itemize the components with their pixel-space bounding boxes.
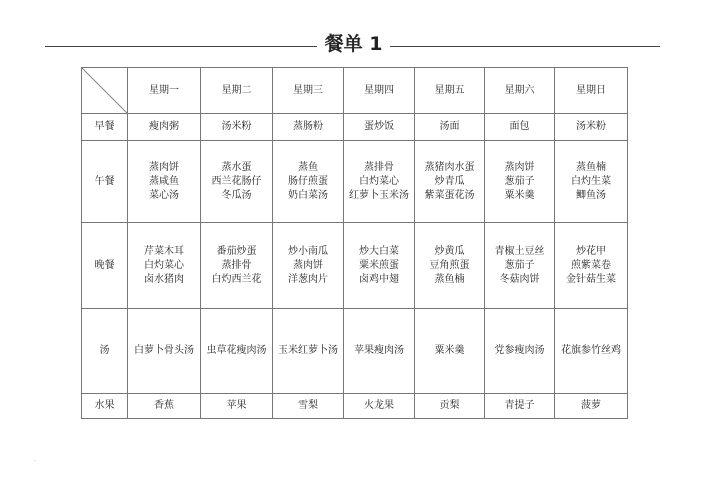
meal-row (82, 223, 628, 309)
meal-cell (201, 223, 273, 309)
dish-item: 红萝卜玉米汤 (349, 189, 409, 201)
dish-item: 蒸鱼楠 (434, 273, 465, 285)
day-header: 星期六 (485, 68, 555, 114)
dish-item: 蒸肉饼 (504, 161, 535, 173)
meal-cell (485, 141, 555, 223)
meal-cell (344, 394, 415, 419)
meal-cell (344, 141, 415, 223)
meal-cell (344, 223, 415, 309)
meal-cell (273, 223, 344, 309)
meal-cell (273, 141, 344, 223)
meal-cell (485, 223, 555, 309)
meal-cell (128, 141, 201, 223)
dish-item: 蒸猪肉水蛋 (424, 161, 475, 173)
meal-cell (485, 394, 555, 419)
meal-cell (555, 141, 628, 223)
meal-cell (415, 223, 485, 309)
dish-item: 葱茄子 (504, 175, 535, 187)
dish-item: 蒸鱼楠 (576, 161, 606, 173)
dish-item: 白灼菜心 (144, 259, 184, 271)
dish-item: 豆角煎蛋 (429, 259, 470, 271)
meal-cell (555, 223, 628, 309)
footnote: . (34, 456, 36, 463)
page-title (0, 32, 707, 56)
meal-cell (201, 309, 273, 394)
meal-cell (344, 114, 415, 141)
dish-item: 冬菇肉饼 (499, 273, 540, 285)
dish-item: 白灼菜心 (359, 175, 399, 187)
dish-item: 卤鸡中翅 (359, 273, 399, 285)
dish-item: 蒸肉饼 (149, 161, 179, 173)
dish-item: 番茄炒蛋 (216, 245, 257, 257)
dish-item: 汤米粉 (576, 121, 606, 132)
dish-item: 鲫鱼汤 (576, 189, 606, 201)
meal-cell (415, 309, 485, 394)
meal-row (82, 309, 628, 394)
dish-item: 面包 (509, 121, 530, 132)
dish-item: 蒸排骨 (364, 161, 394, 173)
meal-label: 午餐 (82, 141, 128, 223)
dish-item: 芹菜木耳 (144, 245, 184, 257)
meal-cell (201, 114, 273, 141)
dish-item: 粟米羹 (504, 189, 535, 201)
dish-item: 蒸水蛋 (221, 161, 252, 173)
day-header: 星期一 (128, 68, 201, 114)
dish-item: 煎紫菜卷 (571, 259, 611, 271)
meal-cell (273, 114, 344, 141)
meal-label: 汤 (82, 309, 128, 394)
meal-cell (201, 141, 273, 223)
dish-item: 汤面 (439, 121, 460, 132)
dish-item: 卤水猪肉 (144, 273, 184, 285)
dish-item: 金针菇生菜 (566, 273, 616, 285)
day-header: 星期二 (201, 68, 273, 114)
dish-item: 香蕉 (154, 400, 174, 411)
meal-cell (128, 309, 201, 394)
meal-row (82, 141, 628, 223)
dish-item: 菠萝 (581, 400, 601, 411)
dish-item: 蒸肠粉 (293, 121, 323, 132)
corner-cell (82, 68, 128, 114)
meal-cell (273, 394, 344, 419)
dish-item: 花旗参竹丝鸡 (561, 345, 621, 356)
meal-cell (415, 394, 485, 419)
day-header: 星期五 (415, 68, 485, 114)
dish-item: 冬瓜汤 (221, 189, 252, 201)
dish-item: 蛋炒饭 (364, 121, 394, 132)
meal-cell (485, 114, 555, 141)
dish-item: 雪梨 (298, 400, 318, 411)
meal-cell (128, 394, 201, 419)
dish-item: 火龙果 (364, 400, 394, 411)
dish-item: 汤米粉 (221, 121, 252, 132)
diagonal-line (82, 68, 127, 113)
meal-cell (555, 394, 628, 419)
dish-item: 白萝卜骨头汤 (134, 345, 194, 356)
menu-table (81, 67, 628, 419)
dish-item: 西兰花肠仔 (211, 175, 262, 187)
meal-cell (128, 114, 201, 141)
dish-item: 粟米羹 (434, 345, 465, 356)
meal-cell (555, 114, 628, 141)
day-header: 星期四 (344, 68, 415, 114)
dish-item: 青提子 (504, 400, 535, 411)
meal-label: 晚餐 (82, 223, 128, 309)
meal-cell (201, 394, 273, 419)
dish-item: 炒花甲 (576, 245, 606, 257)
meal-cell (344, 309, 415, 394)
meal-cell (555, 309, 628, 394)
meal-cell (485, 309, 555, 394)
dish-item: 蒸鱼 (298, 161, 318, 173)
meal-row (82, 394, 628, 419)
dish-item: 蒸咸鱼 (149, 175, 179, 187)
meal-label: 早餐 (82, 114, 128, 141)
day-header: 星期日 (555, 68, 628, 114)
meal-cell (415, 114, 485, 141)
meal-cell (415, 141, 485, 223)
meal-label: 水果 (82, 394, 128, 419)
dish-item: 虫草花瘦肉汤 (206, 345, 267, 356)
dish-item: 蒸肉饼 (293, 259, 323, 271)
dish-item: 粟米煎蛋 (359, 259, 399, 271)
dish-item: 奶白菜汤 (288, 189, 328, 201)
header-row (82, 68, 628, 114)
dish-item: 党参瘦肉汤 (494, 345, 545, 356)
dish-item: 炒黄瓜 (434, 245, 465, 257)
dish-item: 玉米红萝卜汤 (278, 345, 338, 356)
dish-item: 炒大白菜 (359, 245, 399, 257)
dish-item: 苹果瘦肉汤 (354, 345, 404, 356)
dish-item: 炒青瓜 (434, 175, 465, 187)
page-title-text: 餐单 1 (317, 33, 391, 55)
dish-item: 肠仔煎蛋 (288, 175, 328, 187)
dish-item: 菜心汤 (149, 189, 179, 201)
dish-item: 蒸排骨 (221, 259, 252, 271)
dish-item: 青椒土豆丝 (494, 245, 545, 257)
meal-row (82, 114, 628, 141)
dish-item: 贡梨 (439, 400, 460, 411)
dish-item: 葱茄子 (504, 259, 535, 271)
dish-item: 炒小南瓜 (288, 245, 328, 257)
meal-cell (128, 223, 201, 309)
day-header: 星期三 (273, 68, 344, 114)
dish-item: 洋葱肉片 (288, 273, 328, 285)
dish-item: 白灼生菜 (571, 175, 611, 187)
dish-item: 瘦肉粥 (149, 121, 179, 132)
dish-item: 白灼西兰花 (211, 273, 262, 285)
meal-cell (273, 309, 344, 394)
dish-item: 紫菜蛋花汤 (424, 189, 475, 201)
dish-item: 苹果 (226, 400, 247, 411)
